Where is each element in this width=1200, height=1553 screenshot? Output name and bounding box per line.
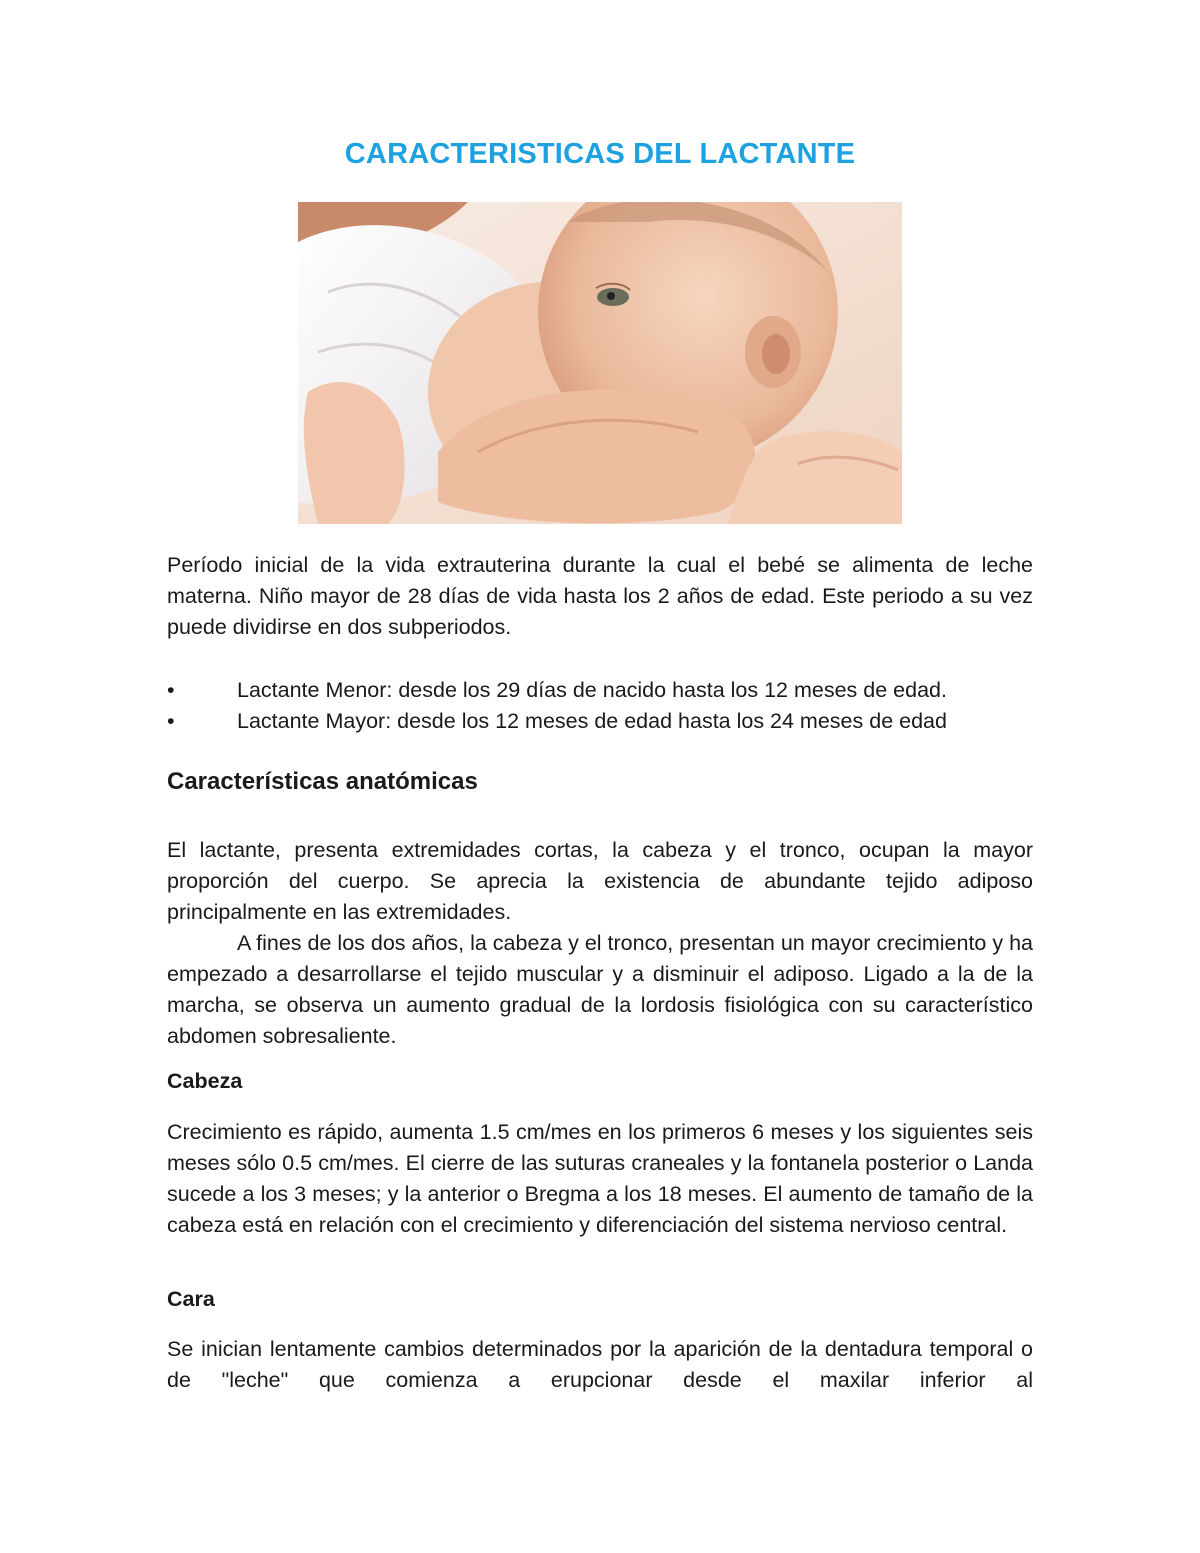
section-heading-anatomy: Características anatómicas [167, 768, 478, 795]
intro-paragraph: Período inicial de la vida extrauterina durante la cual el bebé se alimenta de leche materna. Niño mayor de 28 días de vida hasta los 2 años de edad. Este periodo a su vez puede dividirse en dos subperiodos. [167, 553, 1033, 639]
anatomy-section [167, 835, 1033, 1052]
subheading-head: Cabeza [167, 1069, 243, 1093]
subheading-face: Cara [167, 1287, 215, 1311]
breastfeeding-photo [298, 202, 902, 524]
bullet-marker: • [167, 678, 175, 702]
face-paragraph: Se inician lentamente cambios determinados por la aparición de la dentadura temporal o de "leche" que comienza a erupcionar desde el maxilar inferior al [167, 1337, 1033, 1392]
anatomy-paragraph-1: El lactante, presenta extremidades cortas, la cabeza y el tronco, ocupan la mayor proporción del cuerpo. Se aprecia la existencia de abundante tejido adiposo principalmente en las extremidades. [167, 838, 1033, 924]
subperiods-list [167, 675, 1047, 737]
anatomy-paragraph-2: A fines de los dos años, la cabeza y el tronco, presentan un mayor crecimiento y ha empezado a desarrollarse el tejido muscular y a disminuir el adiposo. Ligado a la de la marcha, se observa un aumento gradual de la lordosis fisiológica con su característico abdomen sobresaliente. [167, 931, 1033, 1048]
list-item-text: Lactante Mayor: desde los 12 meses de edad hasta los 24 meses de edad [237, 709, 947, 733]
head-paragraph: Crecimiento es rápido, aumenta 1.5 cm/mes en los primeros 6 meses y los siguientes seis meses sólo 0.5 cm/mes. El cierre de las suturas craneales y la fontanela posterior o Landa sucede a los 3 meses; y la anterior o Bregma a los 18 meses. El aumento de tamaño de la cabeza está en relación con el crecimiento y diferenciación del sistema nervioso central. [167, 1120, 1033, 1237]
document-title: CARACTERISTICAS DEL LACTANTE [344, 138, 856, 170]
list-item [167, 706, 1047, 737]
bullet-marker: • [167, 709, 175, 733]
list-item [167, 675, 1047, 706]
list-item-text: Lactante Menor: desde los 29 días de nacido hasta los 12 meses de edad. [237, 678, 947, 702]
